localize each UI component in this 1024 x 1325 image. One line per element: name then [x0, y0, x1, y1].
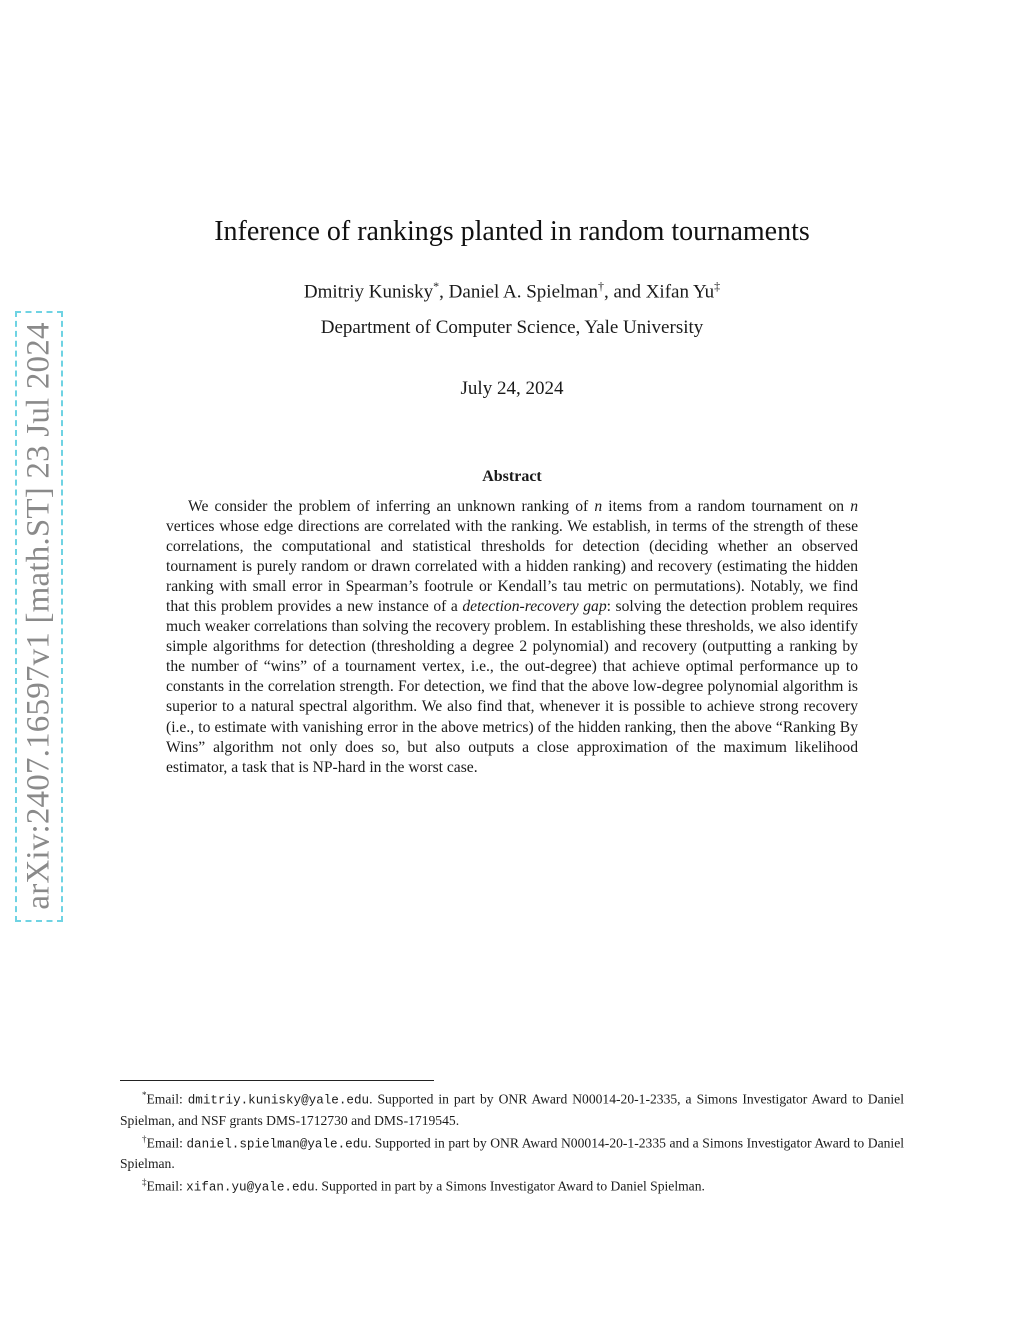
publication-date: July 24, 2024: [460, 378, 564, 399]
arxiv-identifier[interactable]: arXiv:2407.16597v1 [math.ST] 23 Jul 2024: [20, 322, 57, 910]
footnote-mark: ‡: [142, 1177, 147, 1188]
footnote-label: Email:: [146, 1178, 187, 1194]
emphasis-term: detection-recovery gap: [462, 598, 607, 616]
abstract-segment: : solving the detection problem requires much weaker correlations than solving the recovery problem. In establishing these thresholds, we also identify simple algorithms for detection (thresholding a degree 2 polynomial) and recovery (outputting a ranking by the number of “wins” of a tournament vertex, i.e., the out-degree) that achieve optimal performance up to constants in the correlation strength. For detection, we find that the above low-degree polynomial algorithm is superior to a natural spectral algorithm. We also find that, whenever it is possible to achieve strong recovery (i.e., to estimate with vanishing error in the above metrics) of the hidden ranking, then the above “Ranking By Wins” algorithm not only does so, but also outputs a close approximation of the maximum likelihood estimator, a task that is NP-hard in the worst case.: [166, 598, 858, 776]
footnote: [120, 1130, 904, 1174]
author-name: Dmitriy Kunisky: [303, 281, 434, 303]
footnote-label: Email:: [146, 1091, 188, 1107]
footnote: [120, 1173, 904, 1198]
footnotes: [120, 1086, 904, 1198]
abstract-heading: Abstract: [482, 468, 542, 485]
author-list: [0, 273, 1024, 305]
author-footnote-mark[interactable]: *: [433, 279, 440, 293]
abstract-segment: vertices whose edge directions are correlated with the ranking. We establish, in terms of the strength of these correlations, the computational and statistical thresholds for detection (deciding whether an observed tournament is purely random or drawn correlated with a hidden ranking) and recovery (estimating the hidden ranking with small error in Spearman’s footrule or Kendall’s tau metric on permutations). Notably, we find that this problem provides a new instance of a: [166, 518, 858, 616]
author-separator: ,: [439, 281, 449, 303]
math-variable: n: [850, 498, 858, 515]
footnote-mark: †: [142, 1133, 147, 1144]
math-variable: n: [594, 498, 603, 515]
footnote-text: . Supported in part by ONR Award N00014-20-1-2335, a Simons Investigator Award to Daniel Spielman, and NSF grants DMS-1712730 and DMS-1719545.: [120, 1091, 904, 1128]
paper-title: Inference of rankings planted in random tournaments: [214, 216, 810, 247]
footnote-text: . Supported in part by ONR Award N00014-20-1-2335 and a Simons Investigator Award to Daniel Spielman.: [120, 1135, 905, 1172]
email-link[interactable]: daniel.spielman@yale.edu: [186, 1137, 368, 1152]
affiliation: Department of Computer Science, Yale University: [320, 317, 704, 338]
author-separator: , and: [604, 281, 646, 303]
abstract-segment: items from a random tournament on: [602, 498, 851, 515]
author-name: Daniel A. Spielman: [448, 281, 599, 303]
email-link[interactable]: xifan.yu@yale.edu: [186, 1180, 315, 1195]
footnote-label: Email:: [146, 1135, 187, 1151]
author-footnote-mark[interactable]: †: [598, 279, 605, 293]
footnote-text: . Supported in part by a Simons Investigator Award to Daniel Spielman.: [314, 1178, 705, 1194]
footnote-mark: *: [142, 1090, 147, 1100]
abstract-segment: We consider the problem of inferring an unknown ranking of: [188, 498, 595, 515]
author-footnote-mark[interactable]: ‡: [714, 279, 721, 293]
abstract-text: [166, 497, 858, 778]
footnote: [120, 1086, 904, 1130]
email-link[interactable]: dmitriy.kunisky@yale.edu: [187, 1093, 370, 1108]
footnote-rule: [120, 1080, 434, 1081]
author-name: Xifan Yu: [645, 281, 715, 303]
